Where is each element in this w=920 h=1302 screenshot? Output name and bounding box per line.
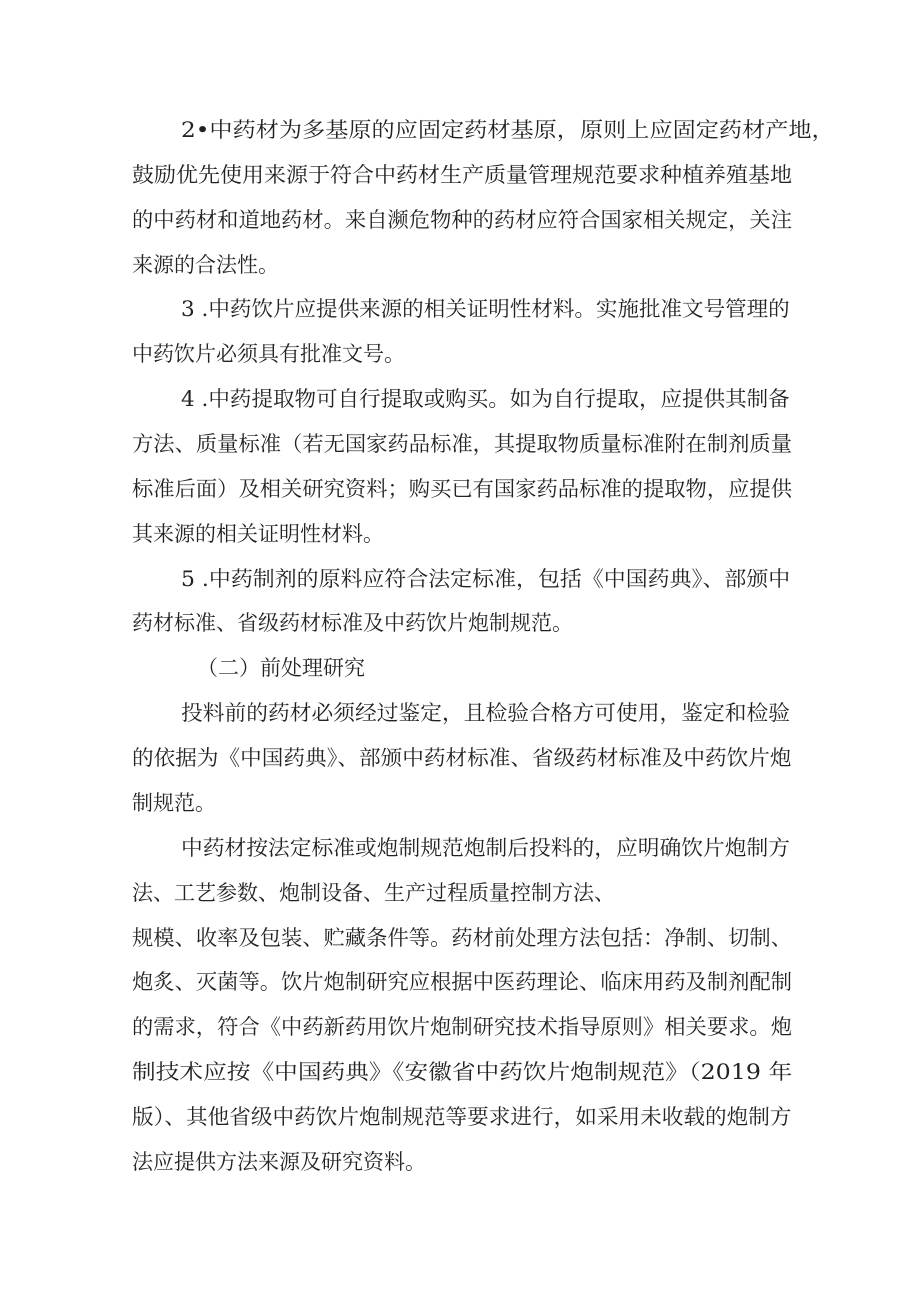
text-line: 制规范。 (132, 791, 216, 815)
text-line: 鼓励优先使用来源于符合中药材生产质量管理规范要求种植养殖基地 (132, 163, 793, 187)
text-line: 的中药材和道地药材。来自濒危物种的药材应符合国家相关规定，关注 (132, 208, 793, 232)
text-line: 4 .中药提取物可自行提取或购买。如为自行提取，应提供其制备 (181, 387, 790, 411)
text-line: 法应提供方法来源及研究资料。 (132, 1150, 426, 1174)
text-line: 中药饮片必须具有批准文号。 (132, 342, 405, 366)
text-line: 投料前的药材必须经过鉴定，且检验合格方可使用，鉴定和检验 (181, 701, 790, 725)
text-line: 3 .中药饮片应提供来源的相关证明性材料。实施批准文号管理的 (181, 297, 790, 321)
text-line: 炮炙、灭菌等。饮片炮制研究应根据中医药理论、临床用药及制剂配制 (132, 970, 793, 994)
text-line: 来源的合法性。 (132, 253, 279, 277)
text-line: 规模、收率及包装、贮藏条件等。药材前处理方法包括：净制、切制、 (132, 926, 793, 950)
text-line: 方法、质量标准（若无国家药品标准，其提取物质量标准附在制剂质量 (132, 432, 793, 456)
text-line: 标准后面）及相关研究资料；购买已有国家药品标准的提取物，应提供 (132, 477, 793, 501)
text-line: 版）、其他省级中药饮片炮制规范等要求进行，如采用未收载的炮制方 (132, 1105, 792, 1129)
text-line: 药材标准、省级药材标准及中药饮片炮制规范。 (132, 611, 573, 635)
text-line: 的依据为《中国药典》、部颁中药材标准、省级药材标准及中药饮片炮 (132, 746, 792, 770)
text-line: 法、工艺参数、炮制设备、生产过程质量控制方法、 (132, 881, 615, 905)
text-line: 的需求，符合《中药新药用饮片炮制研究技术指导原则》相关要求。炮 (132, 1015, 793, 1039)
text-line: 中药材按法定标准或炮制规范炮制后投料的，应明确饮片炮制方 (181, 836, 790, 860)
section-heading: （二）前处理研究 (197, 656, 365, 680)
text-line: 制技术应按《中国药典》《安徽省中药饮片炮制规范》（2019 年 (132, 1060, 793, 1084)
text-line: 2•中药材为多基原的应固定药材基原，原则上应固定药材产地， (181, 118, 835, 142)
text-line: 其来源的相关证明性材料。 (132, 522, 384, 546)
text-line: 5 .中药制剂的原料应符合法定标准，包括《中国药典》、部颁中 (181, 567, 791, 591)
